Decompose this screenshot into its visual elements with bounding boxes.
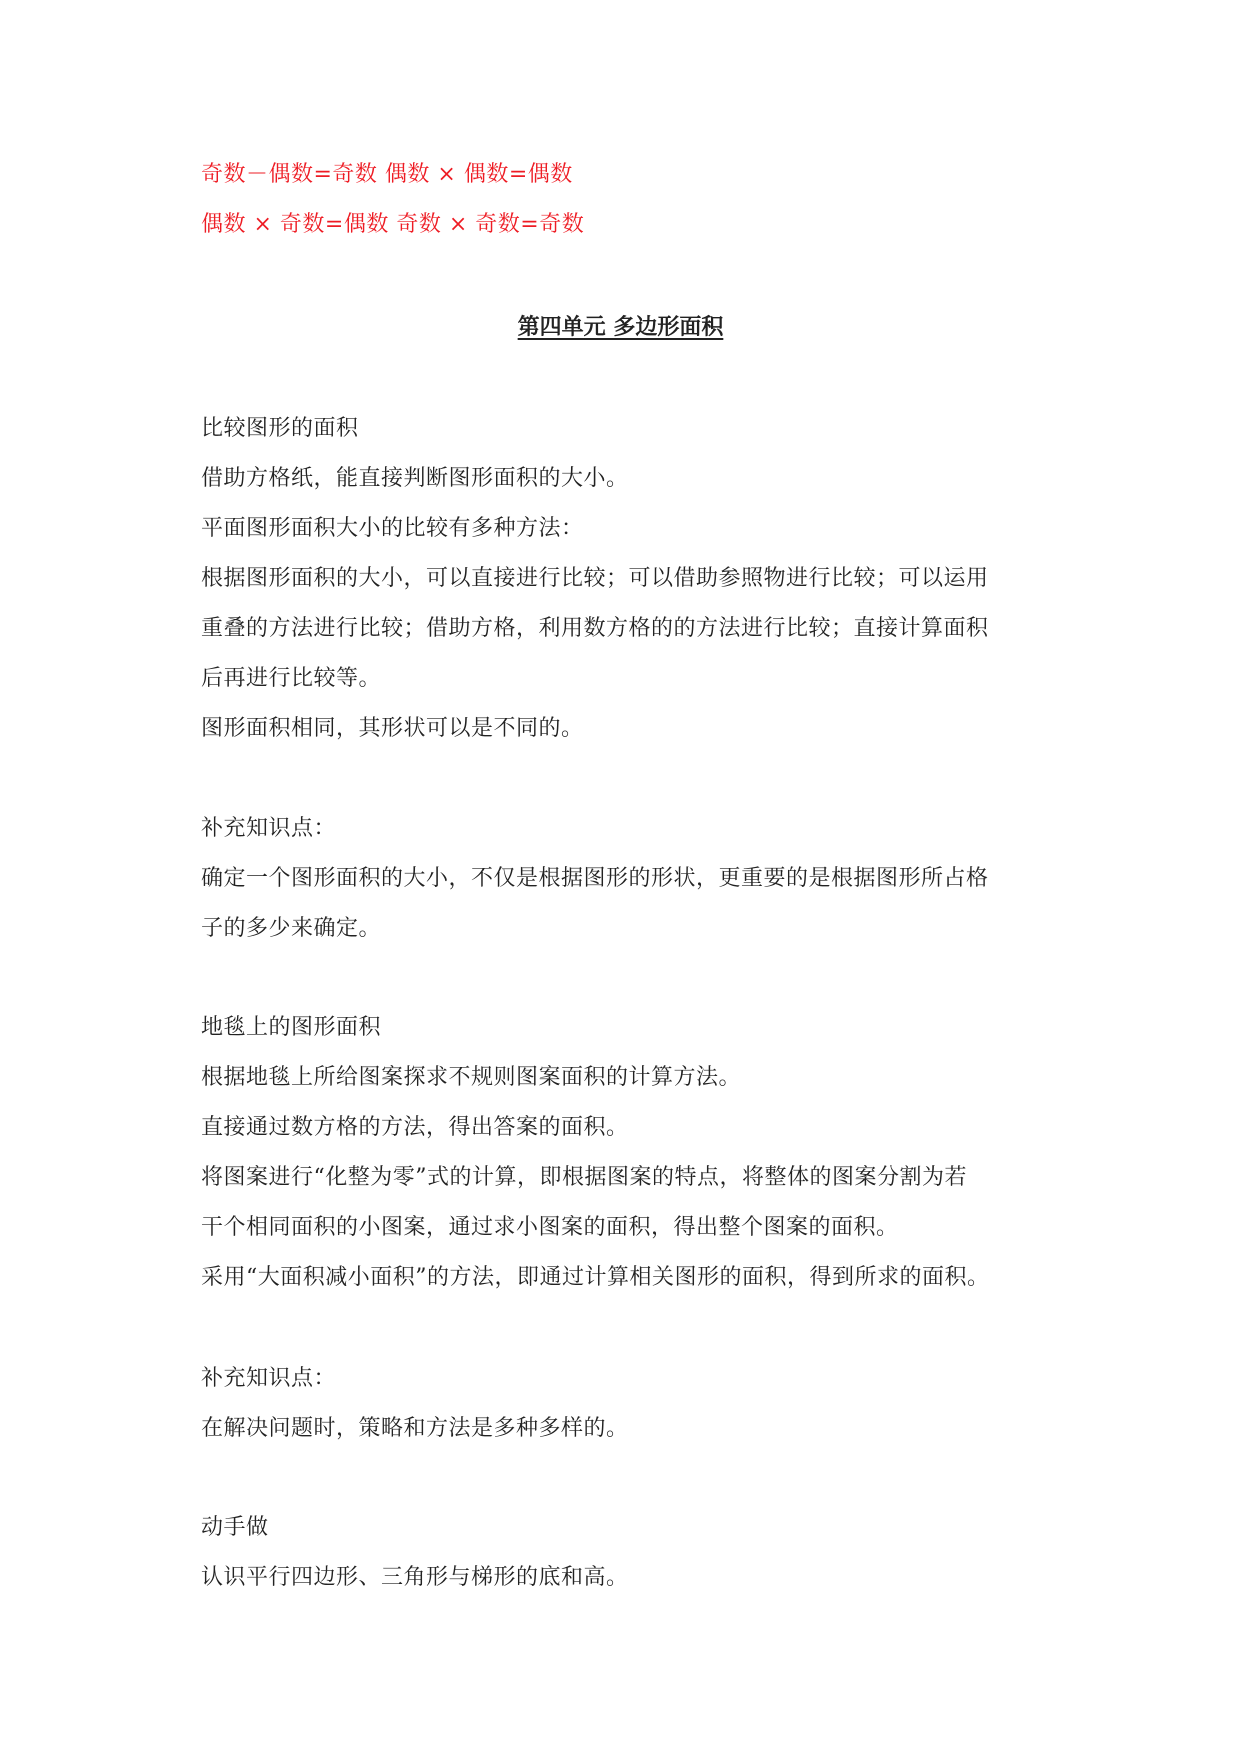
formula-line-1: 奇数－偶数=奇数 偶数 × 偶数=偶数 (201, 162, 573, 187)
paragraph-line: 平面图形面积大小的比较有多种方法： (201, 516, 584, 541)
paragraph-line: 根据图形面积的大小，可以直接进行比较；可以借助参照物进行比较；可以运用 (201, 566, 989, 591)
paragraph-line: 直接通过数方格的方法，得出答案的面积。 (201, 1115, 629, 1140)
paragraph-line: 子的多少来确定。 (201, 916, 382, 941)
supplement-heading-1: 补充知识点： (201, 816, 337, 841)
unit-title: 第四单元 多边形面积 (517, 314, 724, 340)
formula-line-2: 偶数 × 奇数=偶数 奇数 × 奇数=奇数 (201, 212, 585, 237)
paragraph-line: 借助方格纸，能直接判断图形面积的大小。 (201, 466, 629, 491)
paragraph-line: 在解决问题时，策略和方法是多种多样的。 (201, 1416, 629, 1441)
paragraph-line: 采用“大面积减小面积”的方法，即通过计算相关图形的面积，得到所求的面积。 (201, 1265, 990, 1290)
paragraph-line: 后再进行比较等。 (201, 666, 382, 691)
paragraph-line: 根据地毯上所给图案探求不规则图案面积的计算方法。 (201, 1065, 742, 1090)
paragraph-line: 认识平行四边形、三角形与梯形的底和高。 (201, 1565, 629, 1590)
paragraph-line: 确定一个图形面积的大小，不仅是根据图形的形状，更重要的是根据图形所占格 (201, 866, 989, 891)
paragraph-line: 干个相同面积的小图案，通过求小图案的面积，得出整个图案的面积。 (201, 1215, 899, 1240)
section-heading-carpet-area: 地毯上的图形面积 (201, 1015, 382, 1040)
paragraph-line: 将图案进行“化整为零”式的计算，即根据图案的特点，将整体的图案分割为若 (201, 1165, 967, 1190)
paragraph-line: 重叠的方法进行比较；借助方格，利用数方格的的方法进行比较；直接计算面积 (201, 616, 989, 641)
supplement-heading-2: 补充知识点： (201, 1366, 337, 1391)
paragraph-line: 图形面积相同，其形状可以是不同的。 (201, 716, 584, 741)
section-heading-hands-on: 动手做 (201, 1515, 269, 1540)
section-heading-compare-area: 比较图形的面积 (201, 416, 359, 441)
